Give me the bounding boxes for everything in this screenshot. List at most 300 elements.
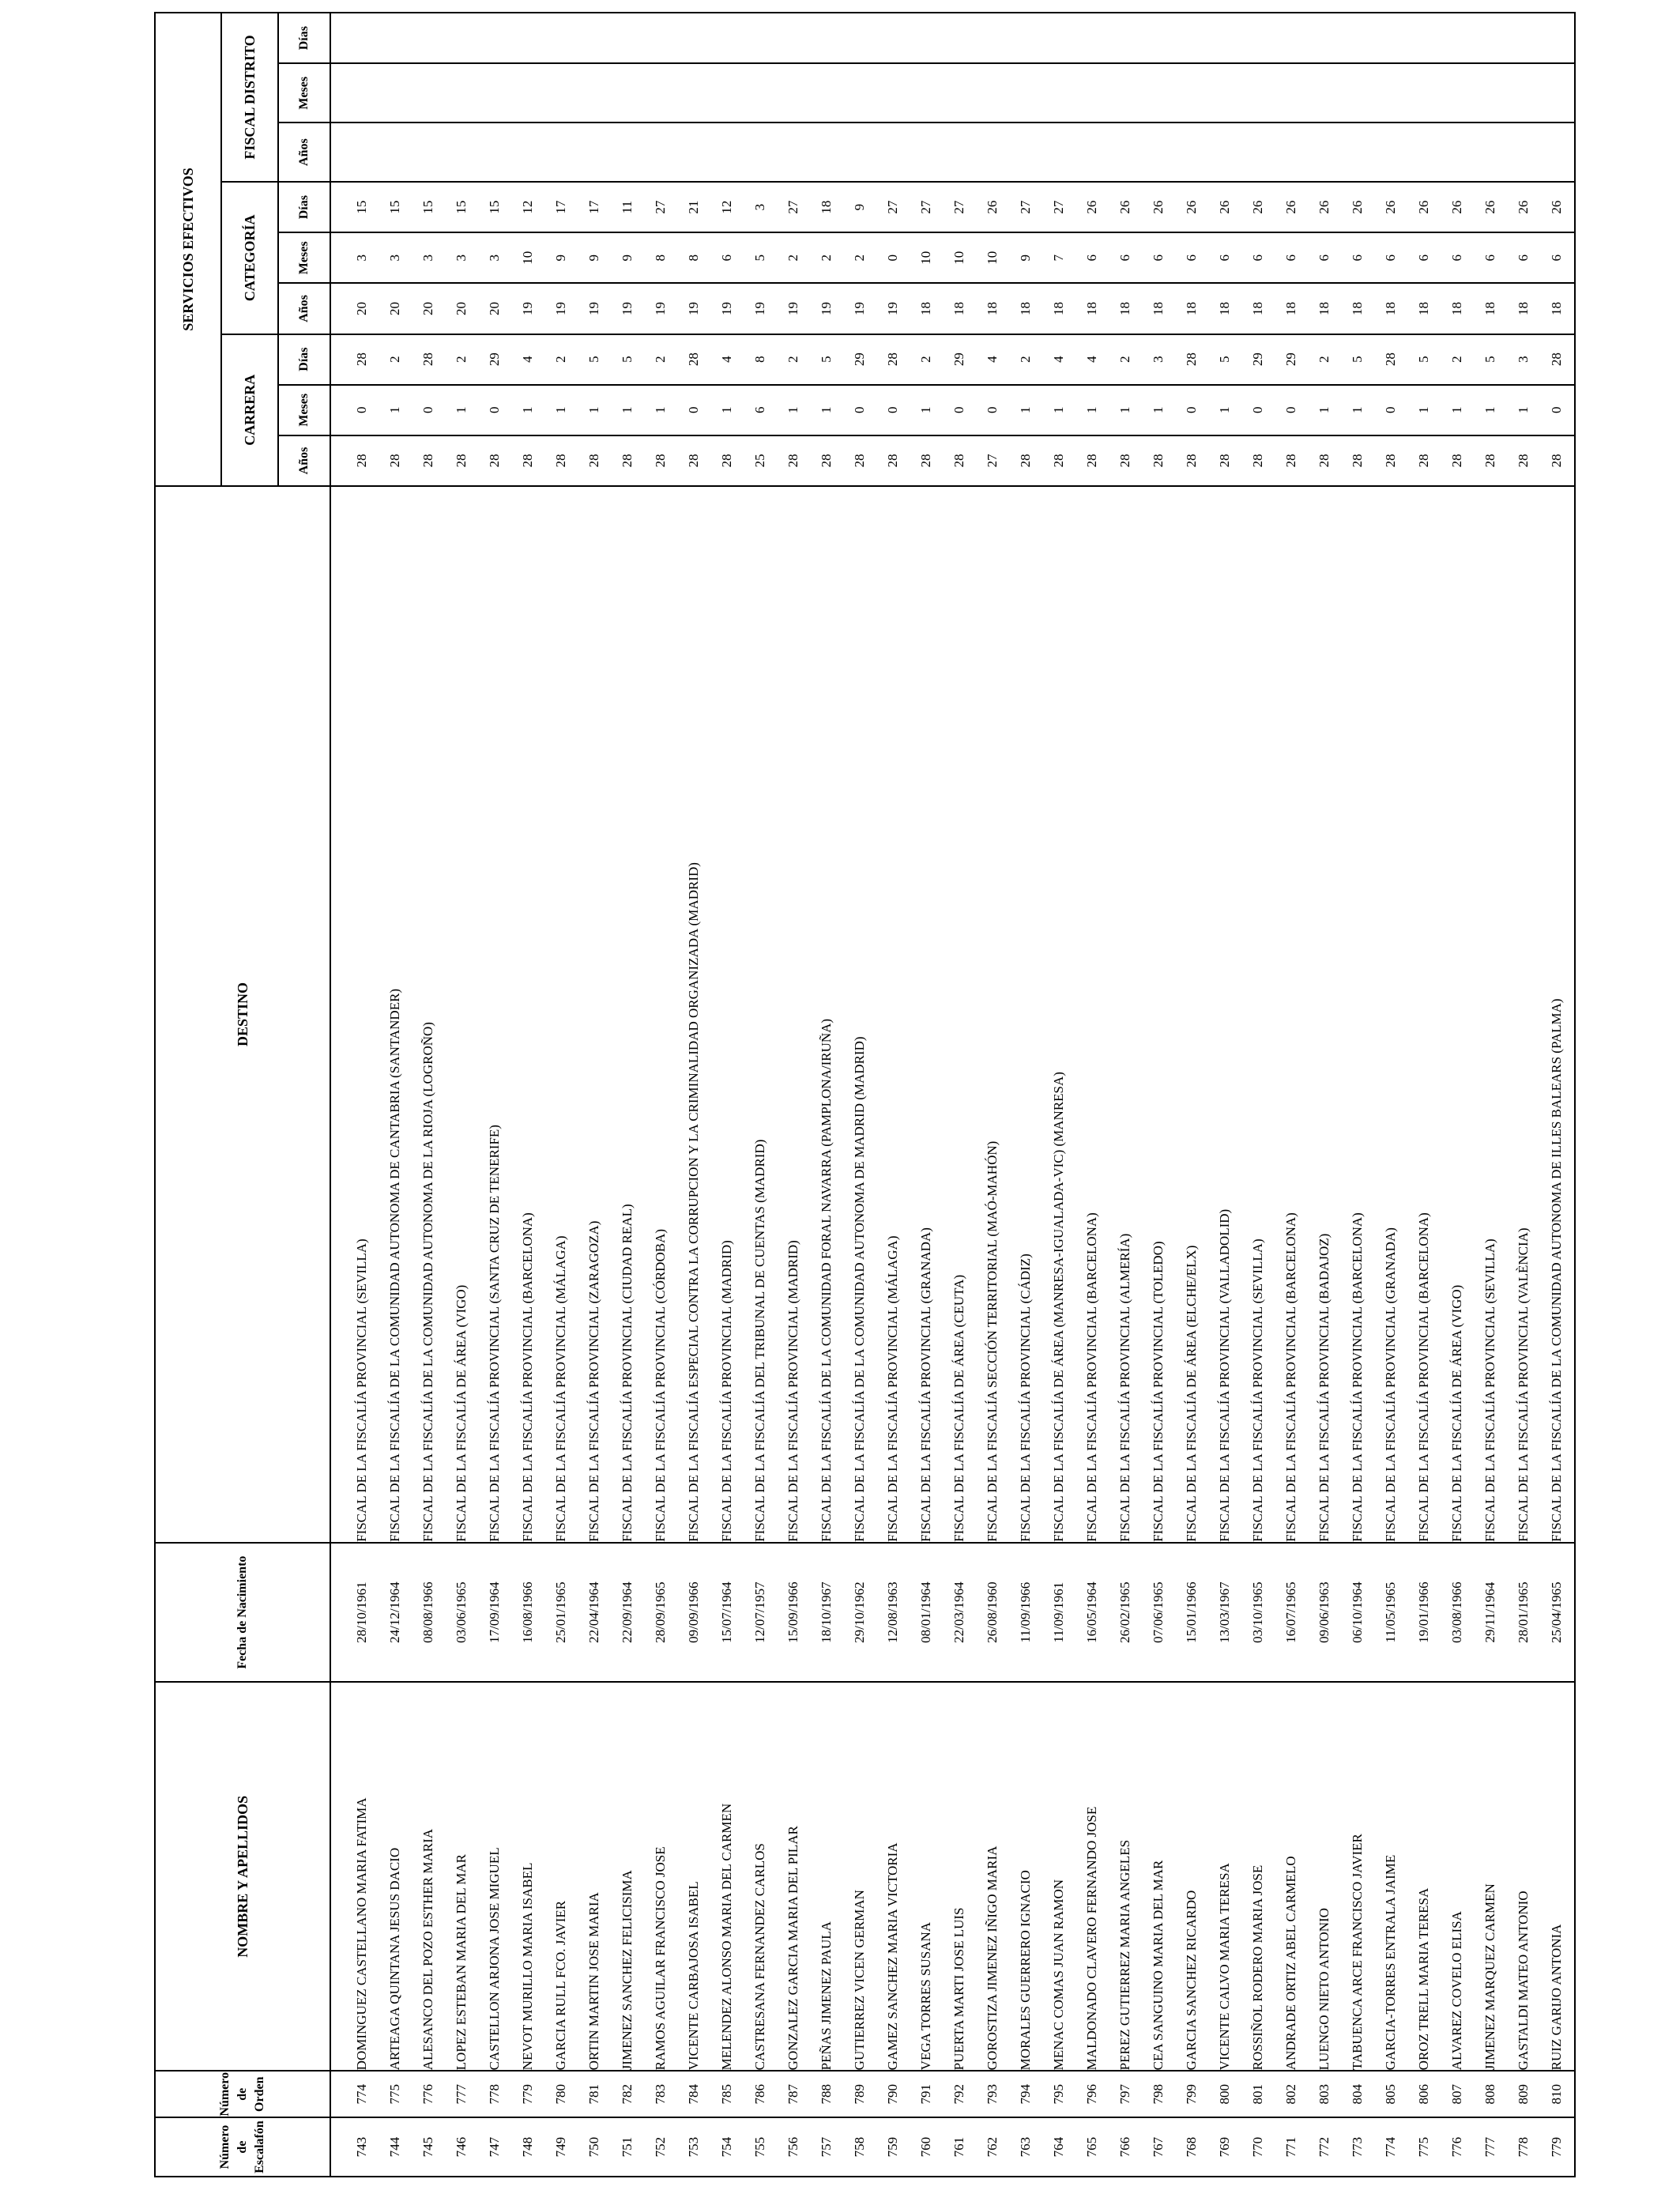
- cell-carrera-dias: 5: [1208, 334, 1241, 385]
- cell-categoria-meses: 6: [1474, 232, 1507, 283]
- cell-categoria-anos: 18: [976, 283, 1009, 334]
- cell-nombre: MELENDEZ ALONSO MARIA DEL CARMEN: [710, 1682, 744, 2071]
- cell-fiscal-distrito-empty: [578, 63, 611, 123]
- cell-carrera-anos: 28: [1075, 435, 1109, 486]
- bottom-rule-cell: [1573, 1543, 1575, 1682]
- cell-fecha-nacimiento: 08/08/1966: [412, 1543, 445, 1682]
- cell-fiscal-distrito-empty: [1009, 13, 1042, 63]
- table-row: [1341, 13, 1374, 2177]
- cell-carrera-anos: 28: [578, 435, 611, 486]
- table-row: [1208, 13, 1241, 2177]
- cell-fiscal-distrito-empty: [478, 123, 511, 182]
- header-carrera-anos: Años: [278, 435, 330, 486]
- cell-fecha-nacimiento: 22/04/1964: [578, 1543, 611, 1682]
- cell-destino: FISCAL DE LA FISCALÍA PROVINCIAL (SEVILLA): [1241, 486, 1275, 1543]
- header-categoria-anos: Años: [278, 283, 330, 334]
- cell-categoria-dias: 27: [943, 182, 976, 232]
- cell-categoria-anos: 18: [1142, 283, 1175, 334]
- cell-categoria-dias: 27: [644, 182, 677, 232]
- bottom-rule-cell: [1573, 182, 1575, 232]
- cell-categoria-anos: 18: [1275, 283, 1308, 334]
- table-row: [478, 13, 511, 2177]
- cell-fiscal-distrito-empty: [1009, 123, 1042, 182]
- cell-numero-escalafon: 746: [445, 2117, 478, 2177]
- cell-nombre: GAMEZ SANCHEZ MARIA VICTORIA: [876, 1682, 910, 2071]
- cell-carrera-meses: 0: [1175, 385, 1208, 435]
- table-row: [511, 13, 544, 2177]
- cell-numero-orden: 787: [777, 2071, 810, 2117]
- bottom-rule-cell: [1573, 1682, 1575, 2071]
- table-row: [910, 13, 943, 2177]
- cell-fiscal-distrito-empty: [1208, 13, 1241, 63]
- cell-destino: FISCAL DE LA FISCALÍA PROVINCIAL (BARCELONA): [1341, 486, 1374, 1543]
- cell-fiscal-distrito-empty: [810, 123, 843, 182]
- cell-numero-orden: 776: [412, 2071, 445, 2117]
- cell-categoria-meses: 6: [1275, 232, 1308, 283]
- table-row: [810, 13, 843, 2177]
- cell-numero-escalafon: 761: [943, 2117, 976, 2177]
- cell-fiscal-distrito-empty: [330, 123, 379, 182]
- cell-nombre: RUIZ GARIJO ANTONIA: [1540, 1682, 1573, 2071]
- cell-fiscal-distrito-empty: [1341, 123, 1374, 182]
- cell-carrera-anos: 28: [843, 435, 876, 486]
- cell-categoria-dias: 26: [1441, 182, 1474, 232]
- cell-fiscal-distrito-empty: [677, 63, 710, 123]
- cell-fiscal-distrito-empty: [677, 13, 710, 63]
- cell-fiscal-distrito-empty: [330, 63, 379, 123]
- cell-categoria-meses: 6: [1441, 232, 1474, 283]
- cell-categoria-meses: 3: [478, 232, 511, 283]
- cell-fiscal-distrito-empty: [544, 63, 578, 123]
- cell-fiscal-distrito-empty: [1042, 13, 1075, 63]
- cell-categoria-anos: 18: [1308, 283, 1341, 334]
- cell-nombre: TABUENCA ARCE FRANCISCO JAVIER: [1341, 1682, 1374, 2071]
- table-row: [1374, 13, 1407, 2177]
- cell-numero-orden: 783: [644, 2071, 677, 2117]
- cell-carrera-dias: 2: [644, 334, 677, 385]
- cell-nombre: LOPEZ ESTEBAN MARIA DEL MAR: [445, 1682, 478, 2071]
- cell-numero-orden: 774: [330, 2071, 379, 2117]
- cell-carrera-dias: 4: [511, 334, 544, 385]
- cell-fiscal-distrito-empty: [330, 13, 379, 63]
- cell-nombre: ARTEAGA QUINTANA JESUS DACIO: [379, 1682, 412, 2071]
- cell-fiscal-distrito-empty: [1109, 63, 1142, 123]
- cell-nombre: ALVAREZ COVELO ELISA: [1441, 1682, 1474, 2071]
- cell-categoria-dias: 26: [1341, 182, 1374, 232]
- cell-categoria-anos: 20: [412, 283, 445, 334]
- cell-fiscal-distrito-empty: [412, 13, 445, 63]
- cell-numero-escalafon: 751: [611, 2117, 644, 2177]
- cell-categoria-anos: 18: [1109, 283, 1142, 334]
- cell-fiscal-distrito-empty: [810, 13, 843, 63]
- cell-fecha-nacimiento: 03/10/1965: [1241, 1543, 1275, 1682]
- cell-numero-escalafon: 765: [1075, 2117, 1109, 2177]
- cell-destino: FISCAL DE LA FISCALÍA PROVINCIAL (BARCELONA): [511, 486, 544, 1543]
- cell-fecha-nacimiento: 26/08/1960: [976, 1543, 1009, 1682]
- cell-fecha-nacimiento: 11/09/1966: [1009, 1543, 1042, 1682]
- bottom-rule-cell: [1573, 334, 1575, 385]
- cell-carrera-meses: 0: [1275, 385, 1308, 435]
- table-row: [1175, 13, 1208, 2177]
- cell-fiscal-distrito-empty: [1208, 123, 1241, 182]
- cell-nombre: GASTALDI MATEO ANTONIO: [1507, 1682, 1540, 2071]
- cell-carrera-anos: 28: [1441, 435, 1474, 486]
- cell-carrera-dias: 29: [478, 334, 511, 385]
- cell-destino: FISCAL DE LA FISCALÍA PROVINCIAL (BADAJOZ): [1308, 486, 1341, 1543]
- cell-fecha-nacimiento: 25/04/1965: [1540, 1543, 1573, 1682]
- cell-destino: FISCAL DE LA FISCALÍA PROVINCIAL (MADRID): [710, 486, 744, 1543]
- cell-categoria-meses: 8: [677, 232, 710, 283]
- cell-numero-orden: 792: [943, 2071, 976, 2117]
- cell-categoria-meses: 9: [611, 232, 644, 283]
- cell-numero-orden: 780: [544, 2071, 578, 2117]
- bottom-rule-cell: [1573, 486, 1575, 1543]
- cell-fiscal-distrito-empty: [412, 123, 445, 182]
- cell-nombre: MORALES GUERRERO IGNACIO: [1009, 1682, 1042, 2071]
- cell-numero-escalafon: 745: [412, 2117, 445, 2177]
- cell-carrera-meses: 1: [1109, 385, 1142, 435]
- header-fiscal-dias: Días: [278, 13, 330, 63]
- cell-fiscal-distrito-empty: [1075, 123, 1109, 182]
- cell-categoria-anos: 18: [1208, 283, 1241, 334]
- cell-carrera-meses: 1: [1507, 385, 1540, 435]
- cell-fiscal-distrito-empty: [644, 13, 677, 63]
- cell-nombre: PEÑAS JIMENEZ PAULA: [810, 1682, 843, 2071]
- cell-numero-escalafon: 757: [810, 2117, 843, 2177]
- cell-numero-escalafon: 769: [1208, 2117, 1241, 2177]
- header-numero-orden-line1: Número: [218, 2071, 232, 2117]
- cell-categoria-meses: 2: [843, 232, 876, 283]
- cell-fiscal-distrito-empty: [1407, 123, 1441, 182]
- cell-fiscal-distrito-empty: [379, 13, 412, 63]
- cell-categoria-meses: 10: [910, 232, 943, 283]
- cell-numero-escalafon: 750: [578, 2117, 611, 2177]
- cell-numero-escalafon: 766: [1109, 2117, 1142, 2177]
- cell-numero-orden: 803: [1308, 2071, 1341, 2117]
- table-row: [379, 13, 412, 2177]
- cell-categoria-dias: 17: [578, 182, 611, 232]
- cell-fiscal-distrito-empty: [544, 123, 578, 182]
- cell-fiscal-distrito-empty: [1075, 63, 1109, 123]
- cell-carrera-anos: 28: [1374, 435, 1407, 486]
- cell-numero-orden: 807: [1441, 2071, 1474, 2117]
- cell-carrera-meses: 1: [1142, 385, 1175, 435]
- cell-categoria-anos: 18: [1441, 283, 1474, 334]
- cell-carrera-dias: 8: [744, 334, 777, 385]
- cell-carrera-meses: 0: [876, 385, 910, 435]
- cell-fiscal-distrito-empty: [1109, 123, 1142, 182]
- cell-nombre: DOMINGUEZ CASTELLANO MARIA FATIMA: [330, 1682, 379, 2071]
- cell-categoria-dias: 27: [910, 182, 943, 232]
- cell-fecha-nacimiento: 16/08/1966: [511, 1543, 544, 1682]
- cell-fiscal-distrito-empty: [1241, 13, 1275, 63]
- cell-numero-orden: 809: [1507, 2071, 1540, 2117]
- cell-fiscal-distrito-empty: [777, 123, 810, 182]
- cell-fiscal-distrito-empty: [611, 63, 644, 123]
- cell-carrera-dias: 2: [379, 334, 412, 385]
- cell-fecha-nacimiento: 25/01/1965: [544, 1543, 578, 1682]
- cell-categoria-dias: 11: [611, 182, 644, 232]
- cell-carrera-meses: 0: [1540, 385, 1573, 435]
- cell-carrera-meses: 6: [744, 385, 777, 435]
- cell-fecha-nacimiento: 22/09/1964: [611, 1543, 644, 1682]
- cell-fiscal-distrito-empty: [445, 63, 478, 123]
- cell-categoria-meses: 2: [777, 232, 810, 283]
- cell-numero-orden: 784: [677, 2071, 710, 2117]
- cell-carrera-meses: 1: [578, 385, 611, 435]
- cell-fiscal-distrito-empty: [710, 63, 744, 123]
- cell-carrera-dias: 5: [1341, 334, 1374, 385]
- cell-categoria-anos: 20: [445, 283, 478, 334]
- cell-fiscal-distrito-empty: [644, 123, 677, 182]
- cell-numero-escalafon: 758: [843, 2117, 876, 2177]
- cell-categoria-meses: 10: [943, 232, 976, 283]
- cell-destino: FISCAL DE LA FISCALÍA DE ÁREA (VIGO): [445, 486, 478, 1543]
- header-fiscal-meses: Meses: [278, 63, 330, 123]
- cell-fecha-nacimiento: 09/06/1963: [1308, 1543, 1341, 1682]
- cell-categoria-dias: 27: [1009, 182, 1042, 232]
- cell-fecha-nacimiento: 18/10/1967: [810, 1543, 843, 1682]
- cell-destino: FISCAL DE LA FISCALÍA PROVINCIAL (SEVILLA): [330, 486, 379, 1543]
- cell-carrera-anos: 28: [1407, 435, 1441, 486]
- table-row: [1441, 13, 1474, 2177]
- bottom-rule-cell: [1573, 13, 1575, 63]
- cell-categoria-dias: 15: [379, 182, 412, 232]
- cell-categoria-meses: 6: [1407, 232, 1441, 283]
- cell-categoria-anos: 19: [677, 283, 710, 334]
- cell-fiscal-distrito-empty: [876, 123, 910, 182]
- cell-numero-escalafon: 768: [1175, 2117, 1208, 2177]
- cell-fiscal-distrito-empty: [1474, 123, 1507, 182]
- cell-carrera-meses: 1: [511, 385, 544, 435]
- cell-nombre: GOROSTIZA JIMENEZ IÑIGO MARIA: [976, 1682, 1009, 2071]
- cell-categoria-meses: 10: [511, 232, 544, 283]
- cell-carrera-anos: 28: [777, 435, 810, 486]
- table-row: [1109, 13, 1142, 2177]
- header-categoria-meses: Meses: [278, 232, 330, 283]
- cell-categoria-meses: 6: [1507, 232, 1540, 283]
- cell-nombre: MENAC COMAS JUAN RAMON: [1042, 1682, 1075, 2071]
- cell-fiscal-distrito-empty: [710, 123, 744, 182]
- cell-destino: FISCAL DE LA FISCALÍA PROVINCIAL (ALMERÍA): [1109, 486, 1142, 1543]
- bottom-rule-cell: [1573, 435, 1575, 486]
- cell-fecha-nacimiento: 16/05/1964: [1075, 1543, 1109, 1682]
- cell-nombre: CEA SANGUINO MARIA DEL MAR: [1142, 1682, 1175, 2071]
- cell-fiscal-distrito-empty: [445, 123, 478, 182]
- table-row: [943, 13, 976, 2177]
- header-numero-escalafon-line3: Escalafón: [253, 2120, 266, 2173]
- cell-carrera-anos: 27: [976, 435, 1009, 486]
- header-numero-orden: [155, 2071, 330, 2117]
- cell-carrera-anos: 28: [876, 435, 910, 486]
- cell-categoria-meses: 6: [1142, 232, 1175, 283]
- cell-destino: FISCAL DE LA FISCALÍA PROVINCIAL (GRANADA): [910, 486, 943, 1543]
- cell-numero-escalafon: 744: [379, 2117, 412, 2177]
- bottom-rule-cell: [1573, 385, 1575, 435]
- cell-numero-orden: 802: [1275, 2071, 1308, 2117]
- cell-nombre: PEREZ GUTIERREZ MARIA ANGELES: [1109, 1682, 1142, 2071]
- cell-fecha-nacimiento: 15/09/1966: [777, 1543, 810, 1682]
- cell-carrera-anos: 28: [1042, 435, 1075, 486]
- cell-carrera-anos: 28: [677, 435, 710, 486]
- cell-categoria-anos: 19: [578, 283, 611, 334]
- cell-fecha-nacimiento: 12/08/1963: [876, 1543, 910, 1682]
- cell-fiscal-distrito-empty: [744, 63, 777, 123]
- cell-categoria-dias: 27: [876, 182, 910, 232]
- cell-categoria-meses: 6: [1109, 232, 1142, 283]
- cell-carrera-dias: 5: [611, 334, 644, 385]
- cell-categoria-anos: 18: [943, 283, 976, 334]
- cell-categoria-meses: 3: [445, 232, 478, 283]
- cell-fecha-nacimiento: 11/09/1961: [1042, 1543, 1075, 1682]
- cell-carrera-anos: 28: [1308, 435, 1341, 486]
- cell-fiscal-distrito-empty: [1075, 13, 1109, 63]
- cell-carrera-meses: 0: [1241, 385, 1275, 435]
- cell-carrera-meses: 1: [1075, 385, 1109, 435]
- cell-fiscal-distrito-empty: [511, 63, 544, 123]
- cell-fecha-nacimiento: 15/07/1964: [710, 1543, 744, 1682]
- table-row: [644, 13, 677, 2177]
- cell-destino: FISCAL DE LA FISCALÍA ESPECIAL CONTRA LA CORRUPCION Y LA CRIMINALIDAD ORGANIZADA (MADRID): [677, 486, 710, 1543]
- cell-categoria-anos: 19: [744, 283, 777, 334]
- cell-numero-escalafon: 747: [478, 2117, 511, 2177]
- cell-numero-orden: 786: [744, 2071, 777, 2117]
- cell-fiscal-distrito-empty: [1374, 63, 1407, 123]
- cell-nombre: CASTRESANA FERNANDEZ CARLOS: [744, 1682, 777, 2071]
- table-row: [578, 13, 611, 2177]
- cell-nombre: GARCIA SANCHEZ RICARDO: [1175, 1682, 1208, 2071]
- table-bottom-rule: [1573, 13, 1575, 2177]
- cell-fecha-nacimiento: 09/09/1966: [677, 1543, 710, 1682]
- cell-carrera-dias: 2: [1109, 334, 1142, 385]
- table-row: [1142, 13, 1175, 2177]
- cell-categoria-dias: 26: [1407, 182, 1441, 232]
- cell-fiscal-distrito-empty: [677, 123, 710, 182]
- cell-fiscal-distrito-empty: [843, 63, 876, 123]
- cell-fiscal-distrito-empty: [1109, 13, 1142, 63]
- cell-numero-escalafon: 753: [677, 2117, 710, 2177]
- cell-nombre: GARCIA RULL FCO. JAVIER: [544, 1682, 578, 2071]
- cell-categoria-anos: 19: [611, 283, 644, 334]
- cell-categoria-meses: 9: [578, 232, 611, 283]
- cell-numero-escalafon: 762: [976, 2117, 1009, 2177]
- cell-fiscal-distrito-empty: [578, 123, 611, 182]
- cell-fecha-nacimiento: 16/07/1965: [1275, 1543, 1308, 1682]
- cell-fiscal-distrito-empty: [1275, 123, 1308, 182]
- cell-fiscal-distrito-empty: [1407, 63, 1441, 123]
- cell-fiscal-distrito-empty: [511, 13, 544, 63]
- cell-carrera-meses: 0: [412, 385, 445, 435]
- cell-carrera-dias: 29: [1275, 334, 1308, 385]
- cell-carrera-meses: 1: [445, 385, 478, 435]
- cell-categoria-meses: 5: [744, 232, 777, 283]
- cell-numero-orden: 775: [379, 2071, 412, 2117]
- cell-numero-orden: 794: [1009, 2071, 1042, 2117]
- cell-fecha-nacimiento: 29/10/1962: [843, 1543, 876, 1682]
- cell-carrera-meses: 1: [710, 385, 744, 435]
- cell-carrera-dias: 29: [843, 334, 876, 385]
- header-destino: DESTINO: [155, 486, 330, 1543]
- cell-destino: FISCAL DE LA FISCALÍA DE LA COMUNIDAD AUTONOMA DE CANTABRIA (SANTANDER): [379, 486, 412, 1543]
- escalafon-sheet: [154, 12, 1564, 2177]
- cell-categoria-meses: 6: [1241, 232, 1275, 283]
- cell-categoria-dias: 26: [1075, 182, 1109, 232]
- table-row: [1009, 13, 1042, 2177]
- cell-carrera-meses: 1: [777, 385, 810, 435]
- cell-carrera-anos: 28: [511, 435, 544, 486]
- cell-carrera-anos: 28: [1507, 435, 1540, 486]
- table-row: [876, 13, 910, 2177]
- bottom-rule-cell: [1573, 123, 1575, 182]
- cell-carrera-anos: 28: [1109, 435, 1142, 486]
- cell-carrera-meses: 1: [1474, 385, 1507, 435]
- header-fiscal-anos: Años: [278, 123, 330, 182]
- cell-fiscal-distrito-empty: [843, 13, 876, 63]
- cell-destino: FISCAL DE LA FISCALÍA DE ÁREA (ELCHE/ELX): [1175, 486, 1208, 1543]
- cell-carrera-meses: 0: [478, 385, 511, 435]
- cell-carrera-anos: 25: [744, 435, 777, 486]
- cell-numero-orden: 785: [710, 2071, 744, 2117]
- cell-carrera-dias: 29: [943, 334, 976, 385]
- cell-nombre: NEVOT MURILLO MARIA ISABEL: [511, 1682, 544, 2071]
- cell-categoria-anos: 18: [1507, 283, 1540, 334]
- header-numero-escalafon-line2: de: [235, 2140, 249, 2154]
- cell-fiscal-distrito-empty: [1441, 123, 1474, 182]
- cell-fiscal-distrito-empty: [943, 13, 976, 63]
- cell-categoria-anos: 19: [511, 283, 544, 334]
- cell-categoria-meses: 7: [1042, 232, 1075, 283]
- cell-carrera-anos: 28: [1175, 435, 1208, 486]
- header-carrera: CARRERA: [221, 334, 278, 486]
- cell-carrera-dias: 4: [976, 334, 1009, 385]
- cell-numero-escalafon: 749: [544, 2117, 578, 2177]
- cell-fiscal-distrito-empty: [843, 123, 876, 182]
- cell-categoria-anos: 18: [1042, 283, 1075, 334]
- cell-categoria-anos: 18: [1075, 283, 1109, 334]
- cell-carrera-dias: 5: [1407, 334, 1441, 385]
- cell-categoria-meses: 6: [1308, 232, 1341, 283]
- cell-destino: FISCAL DE LA FISCALÍA DE LA COMUNIDAD FORAL NAVARRA (PAMPLONA/IRUÑA): [810, 486, 843, 1543]
- cell-fiscal-distrito-empty: [876, 13, 910, 63]
- cell-fecha-nacimiento: 29/11/1964: [1474, 1543, 1507, 1682]
- header-categoria-dias: Días: [278, 182, 330, 232]
- cell-carrera-dias: 28: [1540, 334, 1573, 385]
- cell-nombre: JIMENEZ MARQUEZ CARMEN: [1474, 1682, 1507, 2071]
- cell-carrera-dias: 28: [412, 334, 445, 385]
- cell-fecha-nacimiento: 28/09/1965: [644, 1543, 677, 1682]
- cell-carrera-dias: 4: [710, 334, 744, 385]
- cell-categoria-dias: 12: [710, 182, 744, 232]
- cell-numero-escalafon: 779: [1540, 2117, 1573, 2177]
- cell-fiscal-distrito-empty: [1540, 123, 1573, 182]
- cell-carrera-meses: 1: [810, 385, 843, 435]
- cell-fiscal-distrito-empty: [777, 63, 810, 123]
- cell-carrera-meses: 0: [976, 385, 1009, 435]
- cell-numero-orden: 798: [1142, 2071, 1175, 2117]
- table-row: [710, 13, 744, 2177]
- cell-categoria-meses: 6: [1175, 232, 1208, 283]
- cell-categoria-anos: 20: [478, 283, 511, 334]
- cell-categoria-anos: 18: [1175, 283, 1208, 334]
- cell-fiscal-distrito-empty: [1341, 13, 1374, 63]
- cell-fiscal-distrito-empty: [1441, 13, 1474, 63]
- cell-categoria-dias: 26: [1540, 182, 1573, 232]
- cell-destino: FISCAL DE LA FISCALÍA PROVINCIAL (CIUDAD REAL): [611, 486, 644, 1543]
- cell-carrera-dias: 5: [1474, 334, 1507, 385]
- cell-fiscal-distrito-empty: [379, 63, 412, 123]
- cell-fiscal-distrito-empty: [478, 63, 511, 123]
- cell-fecha-nacimiento: 03/08/1966: [1441, 1543, 1474, 1682]
